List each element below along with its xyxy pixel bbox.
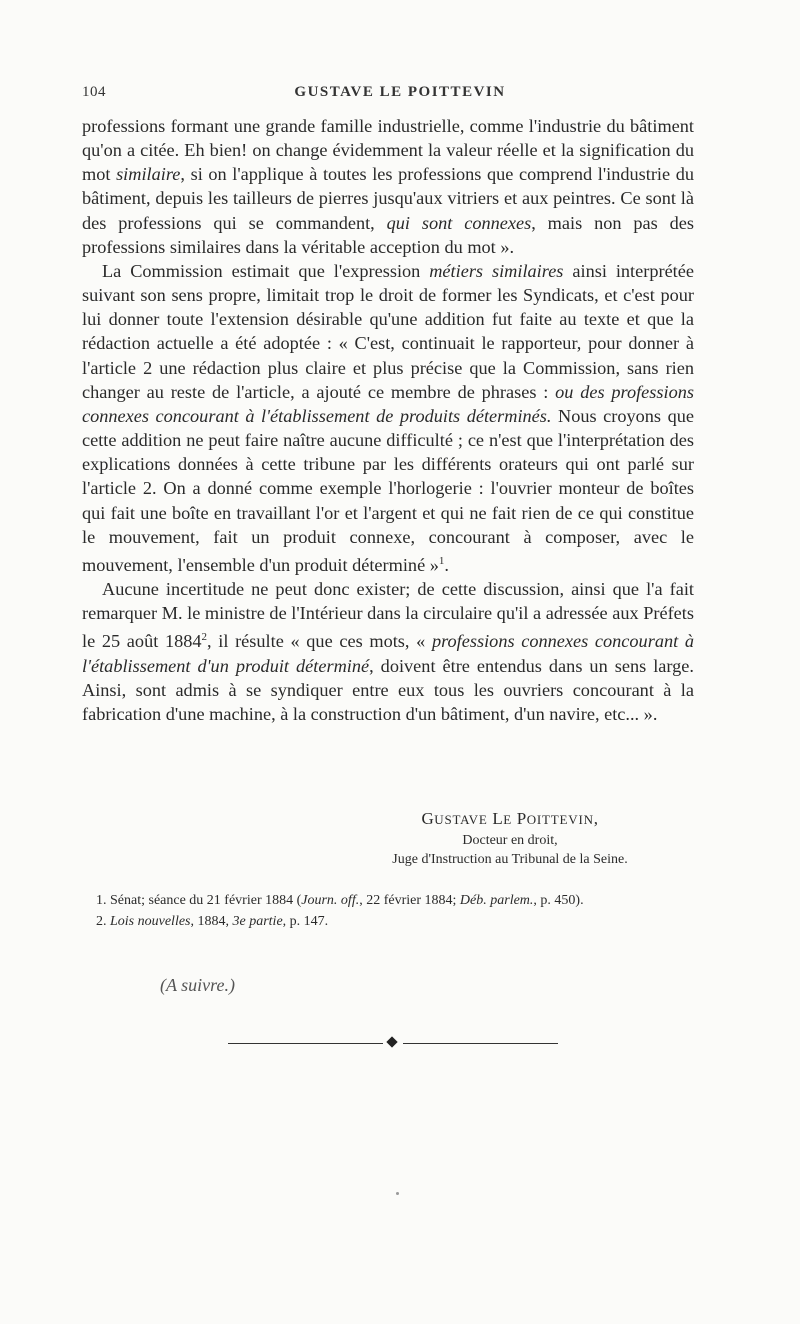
divider-rule-left bbox=[228, 1043, 383, 1044]
text-span: . bbox=[444, 554, 449, 575]
footnote-1 bbox=[82, 890, 697, 911]
small-caps-span: OITTEVIN bbox=[526, 812, 594, 827]
to-be-continued: (A suivre.) bbox=[160, 975, 235, 995]
text-span: , si on l'applique à toutes les professions que comprend l'industrie du bâtiment, depuis les tailleurs de pierres jusqu'aux vitriers et aux peintres. Ce sont là des professions qui se commandent, bbox=[82, 164, 694, 233]
text-span: , doivent être entendus dans un sens large. Ainsi, sont admis à se syndiquer entre eux tous les ouvriers concourant à la fabrication d'une machine, à la construction d'un bâtiment, d'un navire, etc... ». bbox=[82, 655, 694, 724]
signature-title: Docteur en droit, bbox=[462, 833, 558, 848]
diamond-icon bbox=[386, 1036, 397, 1047]
italic-span: 3e partie bbox=[232, 914, 283, 929]
running-head: GUSTAVE LE POITTEVIN bbox=[294, 84, 506, 100]
text-span: professions formant une grande famille industrielle, comme l'industrie du bâtiment qu'on a citée. Eh bien! on change évidemment la valeur réelle et la signification du mot bbox=[82, 116, 694, 185]
text-span: , p. 147. bbox=[282, 914, 329, 929]
text-span: 1. Sénat; séance du 21 février 1884 ( bbox=[96, 893, 302, 908]
text-span: Nous croyons que cette addition ne peut faire naître aucune difficulté ; ce n'est que l'interprétation des explications données à cette tribune par les différents orateurs qui ont parlé sur l'article 2. On a donné comme exemple l'horlogerie : l'ouvrier monteur de boîtes qui fait une boîte en travaillant l'or et l'argent et qui ne fait rien de ce qui constitue le mouvement, fait un produit connexe, concourant à composer, avec le mouvement, l'ensemble d'un produit déterminé » bbox=[82, 405, 694, 575]
signature-name bbox=[330, 809, 690, 829]
italic-span: métiers similaires bbox=[429, 260, 564, 281]
italic-span: qui sont connexes bbox=[386, 212, 532, 233]
text-span: P bbox=[516, 809, 527, 828]
section-divider-ornament bbox=[228, 1036, 558, 1050]
body-text bbox=[82, 114, 694, 726]
text-span: La Commission estimait que l'expression bbox=[102, 260, 430, 281]
footnote-marker: 2 bbox=[201, 631, 208, 644]
signature-role: Juge d'Instruction au Tribunal de la Seine. bbox=[392, 852, 628, 867]
text-span: Aucune incertitude ne peut donc exister; de cette discussion, ainsi que l'a fait remarquer M. le ministre de l'Intérieur dans la circulaire qu'il a adressée aux Préfets le 25 août 1884 bbox=[82, 579, 694, 652]
text-span: ainsi interprétée suivant son sens propre, limitait trop le droit de former les Syndicats, et c'est pour lui donner toute l'extension désirable qu'une addition fut faite au texte et que la rédaction actuelle a été adoptée : « C'est, continuait le rapporteur, pour donner à l'article 2 une rédaction plus claire et plus précise que la Commission, sans rien changer au reste de l'article, a ajouté ce membre de phrases : bbox=[82, 260, 694, 402]
small-caps-span: E bbox=[503, 812, 513, 827]
paragraph-1 bbox=[82, 114, 694, 259]
italic-span: ou des professions connexes concourant à l'établissement de produits déterminés. bbox=[82, 381, 694, 426]
divider-rule-right bbox=[403, 1043, 558, 1044]
text-span: , bbox=[593, 809, 599, 828]
italic-span: Lois nouvelles bbox=[110, 914, 191, 929]
footnotes bbox=[82, 890, 697, 932]
text-span: , il résulte « que ces mots, « bbox=[207, 631, 432, 652]
paragraph-3 bbox=[82, 577, 694, 726]
footnote-2 bbox=[82, 911, 697, 932]
italic-span: professions connexes concourant à l'établissement d'un produit déterminé bbox=[82, 631, 694, 676]
text-span: , p. 450). bbox=[533, 893, 584, 908]
paragraph-2 bbox=[82, 259, 694, 577]
text-span: , 1884, bbox=[190, 914, 233, 929]
text-span: G bbox=[421, 809, 435, 828]
text-span: 2. bbox=[96, 914, 110, 929]
paper-speck bbox=[396, 1192, 399, 1195]
italic-span: Journ. off. bbox=[301, 893, 360, 908]
text-span: L bbox=[492, 809, 504, 828]
text-span: , 22 février 1884; bbox=[359, 893, 460, 908]
footnote-marker: 1 bbox=[438, 554, 445, 567]
small-caps-span: USTAVE bbox=[434, 812, 488, 827]
italic-span: Déb. parlem. bbox=[459, 893, 534, 908]
page-number: 104 bbox=[82, 84, 106, 100]
text-span: , mais non pas des professions similaires dans la véritable acception du mot ». bbox=[82, 212, 695, 257]
italic-span: similaire bbox=[116, 164, 181, 185]
